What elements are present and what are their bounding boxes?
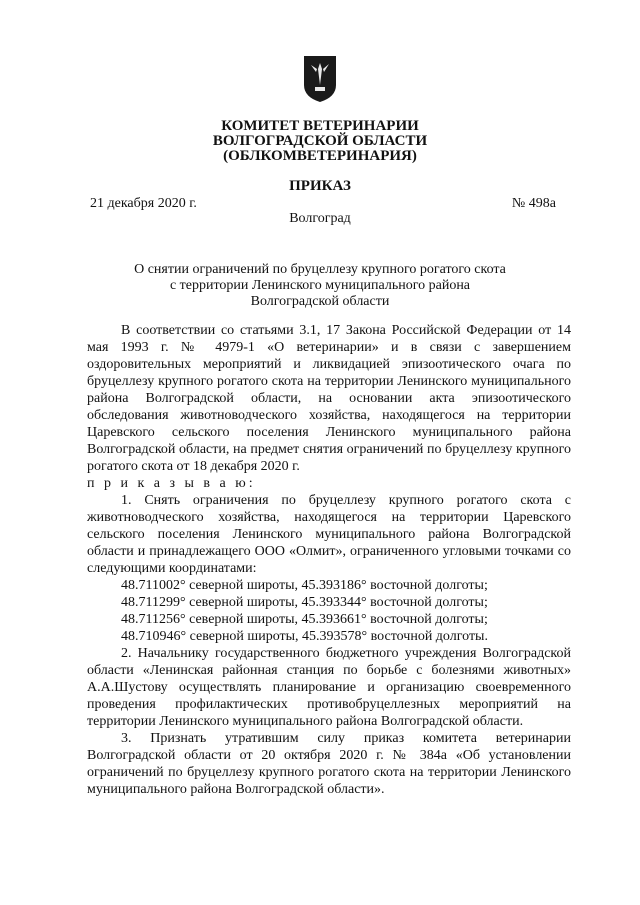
title-line1: О снятии ограничений по бруцеллезу крупного рогатого скота <box>134 262 506 277</box>
item-2-paragraph: 2. Начальнику государственного бюджетного учреждения Волгоградской области «Ленинская районная станция по борьбе с болезнями животных» А.А.Шустову осуществлять планирование и организацию своевременного проведения профилактических противобруцеллезных мероприятий на территории Ленинского муниципального района Волгоградской области. <box>87 646 571 729</box>
coordinate-item: 48.711002° северной широты, 45.393186° восточной долготы; <box>121 578 488 593</box>
coordinate-item: 48.710946° северной широты, 45.393578° восточной долготы. <box>121 629 488 644</box>
document-title <box>0 262 640 310</box>
org-name-line2: ВОЛГОГРАДСКОЙ ОБЛАСТИ <box>212 133 428 149</box>
coordinate-item: 48.711256° северной широты, 45.393661° восточной долготы; <box>121 612 488 627</box>
coordinate-item: 48.711299° северной широты, 45.393344° восточной долготы; <box>121 595 488 610</box>
document-date: 21 декабря 2020 г. <box>90 196 197 211</box>
document-number: № 498а <box>511 196 556 211</box>
document-type: ПРИКАЗ <box>289 178 351 194</box>
title-line3: Волгоградской области <box>250 294 390 309</box>
item-1-paragraph: 1. Снять ограничения по бруцеллезу крупного рогатого скота с животноводческого хозяйства, находящегося на территории Царевского сельского поселения Ленинского муниципального района Волгоградской области и принадлежащего ООО «Олмит», ограниченного угловыми точками со следующими координатами: <box>87 493 571 576</box>
org-name-line1: КОМИТЕТ ВЕТЕРИНАРИИ <box>221 118 419 134</box>
document-body <box>87 322 571 798</box>
item-3-paragraph: 3. Признать утратившим силу приказ комитета ветеринарии Волгоградской области от 20 октября 2020 г. № 384а «Об установлении ограничений по бруцеллезу крупного рогатого скота на территории Ленинского муниципального района Волгоградской области». <box>87 731 571 797</box>
org-name-line3: (ОБЛКОМВЕТЕРИНАРИЯ) <box>223 148 417 164</box>
preamble-paragraph: В соответствии со статьями 3.1, 17 Закона Российской Федерации от 14 мая 1993 г. № 4979-1 «О ветеринарии» и в связи с завершением оздоровительных мероприятий и ликвидацией эпизоотического очага по бруцеллезу крупного рогатого скота на территории Ленинского муниципального района Волгоградской области, на основании акта эпизоотического обследования животноводческого хозяйства, находящегося на территории Царевского сельского поселения Ленинского муниципального района Волгоградской области, на предмет снятия ограничений по бруцеллезу крупного рогатого скота от 18 декабря 2020 г. <box>87 323 571 474</box>
coordinates-list <box>87 577 571 645</box>
order-word: п р и к а з ы в а ю: <box>87 476 256 491</box>
document-city: Волгоград <box>289 211 351 226</box>
coat-of-arms-emblem <box>303 55 337 103</box>
title-line2: с территории Ленинского муниципального района <box>169 278 471 293</box>
